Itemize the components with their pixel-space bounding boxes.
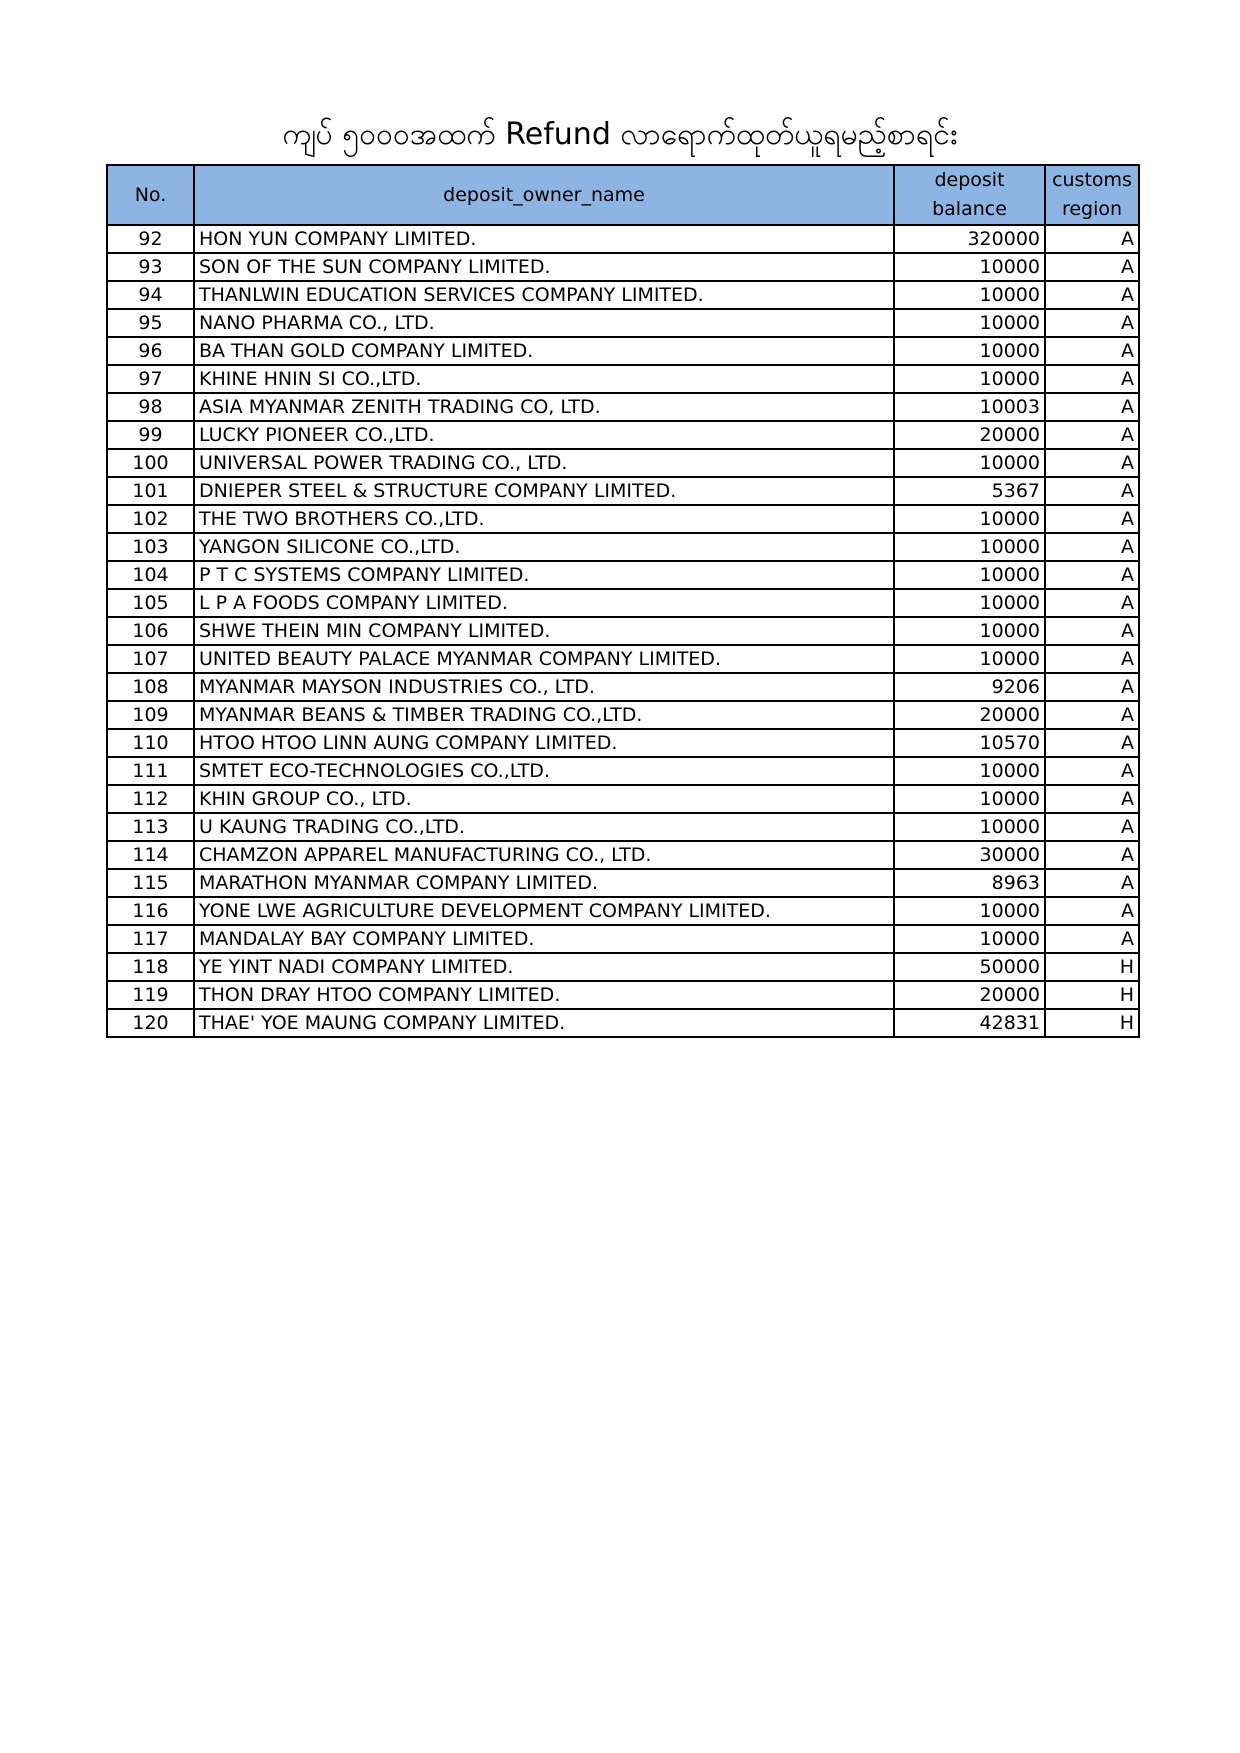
cell-owner-name: SON OF THE SUN COMPANY LIMITED. bbox=[194, 253, 894, 281]
cell-no: 120 bbox=[107, 1009, 194, 1037]
table-row bbox=[107, 925, 1139, 953]
table-row bbox=[107, 617, 1139, 645]
cell-no: 117 bbox=[107, 925, 194, 953]
cell-owner-name: DNIEPER STEEL & STRUCTURE COMPANY LIMITED. bbox=[194, 477, 894, 505]
column-header-customs-region bbox=[1045, 165, 1139, 225]
cell-deposit-balance: 10000 bbox=[894, 533, 1045, 561]
cell-no: 93 bbox=[107, 253, 194, 281]
cell-owner-name: L P A FOODS COMPANY LIMITED. bbox=[194, 589, 894, 617]
cell-no: 109 bbox=[107, 701, 194, 729]
cell-no: 119 bbox=[107, 981, 194, 1009]
cell-deposit-balance: 10000 bbox=[894, 757, 1045, 785]
table-row bbox=[107, 953, 1139, 981]
cell-owner-name: YONE LWE AGRICULTURE DEVELOPMENT COMPANY LIMITED. bbox=[194, 897, 894, 925]
table-row bbox=[107, 505, 1139, 533]
table-row bbox=[107, 981, 1139, 1009]
table-row bbox=[107, 281, 1139, 309]
cell-no: 113 bbox=[107, 813, 194, 841]
cell-deposit-balance: 10000 bbox=[894, 309, 1045, 337]
cell-deposit-balance: 10000 bbox=[894, 645, 1045, 673]
cell-no: 98 bbox=[107, 393, 194, 421]
cell-owner-name: UNIVERSAL POWER TRADING CO., LTD. bbox=[194, 449, 894, 477]
table-body bbox=[107, 225, 1139, 1037]
cell-deposit-balance: 10000 bbox=[894, 337, 1045, 365]
cell-owner-name: MYANMAR MAYSON INDUSTRIES CO., LTD. bbox=[194, 673, 894, 701]
cell-deposit-balance: 10000 bbox=[894, 897, 1045, 925]
cell-customs-region: A bbox=[1045, 729, 1139, 757]
cell-no: 100 bbox=[107, 449, 194, 477]
table-row bbox=[107, 561, 1139, 589]
table-row bbox=[107, 589, 1139, 617]
cell-owner-name: UNITED BEAUTY PALACE MYANMAR COMPANY LIMITED. bbox=[194, 645, 894, 673]
table-row bbox=[107, 673, 1139, 701]
table-row bbox=[107, 729, 1139, 757]
cell-deposit-balance: 10000 bbox=[894, 281, 1045, 309]
cell-no: 115 bbox=[107, 869, 194, 897]
cell-deposit-balance: 10000 bbox=[894, 813, 1045, 841]
column-header-deposit-balance-line2: balance bbox=[932, 198, 1007, 220]
cell-no: 95 bbox=[107, 309, 194, 337]
table-row bbox=[107, 477, 1139, 505]
cell-deposit-balance: 10000 bbox=[894, 589, 1045, 617]
cell-no: 108 bbox=[107, 673, 194, 701]
cell-no: 114 bbox=[107, 841, 194, 869]
column-header-customs-region-line2: region bbox=[1061, 198, 1123, 220]
cell-no: 112 bbox=[107, 785, 194, 813]
cell-customs-region: A bbox=[1045, 253, 1139, 281]
cell-customs-region: A bbox=[1045, 225, 1139, 253]
cell-customs-region: A bbox=[1045, 645, 1139, 673]
refund-table bbox=[106, 164, 1140, 1038]
table-row bbox=[107, 813, 1139, 841]
cell-deposit-balance: 10000 bbox=[894, 365, 1045, 393]
cell-deposit-balance: 20000 bbox=[894, 981, 1045, 1009]
table-row bbox=[107, 1009, 1139, 1037]
cell-customs-region: A bbox=[1045, 785, 1139, 813]
cell-customs-region: A bbox=[1045, 841, 1139, 869]
cell-no: 104 bbox=[107, 561, 194, 589]
cell-no: 103 bbox=[107, 533, 194, 561]
table-row bbox=[107, 897, 1139, 925]
table-row bbox=[107, 393, 1139, 421]
table-row bbox=[107, 309, 1139, 337]
cell-customs-region: A bbox=[1045, 561, 1139, 589]
cell-no: 101 bbox=[107, 477, 194, 505]
cell-no: 106 bbox=[107, 617, 194, 645]
cell-no: 118 bbox=[107, 953, 194, 981]
table-row bbox=[107, 449, 1139, 477]
cell-no: 92 bbox=[107, 225, 194, 253]
cell-deposit-balance: 10000 bbox=[894, 785, 1045, 813]
cell-customs-region: A bbox=[1045, 869, 1139, 897]
cell-owner-name: KHINE HNIN SI CO.,LTD. bbox=[194, 365, 894, 393]
cell-deposit-balance: 5367 bbox=[894, 477, 1045, 505]
cell-deposit-balance: 10000 bbox=[894, 925, 1045, 953]
cell-customs-region: A bbox=[1045, 589, 1139, 617]
cell-customs-region: A bbox=[1045, 449, 1139, 477]
cell-owner-name: THAE' YOE MAUNG COMPANY LIMITED. bbox=[194, 1009, 894, 1037]
cell-owner-name: SHWE THEIN MIN COMPANY LIMITED. bbox=[194, 617, 894, 645]
table-row bbox=[107, 701, 1139, 729]
header-row bbox=[107, 165, 1139, 225]
table-row bbox=[107, 365, 1139, 393]
cell-owner-name: LUCKY PIONEER CO.,LTD. bbox=[194, 421, 894, 449]
cell-no: 97 bbox=[107, 365, 194, 393]
cell-no: 94 bbox=[107, 281, 194, 309]
cell-customs-region: A bbox=[1045, 309, 1139, 337]
cell-no: 99 bbox=[107, 421, 194, 449]
cell-deposit-balance: 8963 bbox=[894, 869, 1045, 897]
table-row bbox=[107, 533, 1139, 561]
cell-owner-name: THON DRAY HTOO COMPANY LIMITED. bbox=[194, 981, 894, 1009]
table-row bbox=[107, 841, 1139, 869]
page-title: ကျပ် ၅၀၀၀အထက် Refund လာရောက်ထုတ်ယူရမည့်စာရင်း bbox=[282, 117, 958, 152]
cell-deposit-balance: 10570 bbox=[894, 729, 1045, 757]
cell-deposit-balance: 320000 bbox=[894, 225, 1045, 253]
cell-owner-name: MANDALAY BAY COMPANY LIMITED. bbox=[194, 925, 894, 953]
cell-customs-region: A bbox=[1045, 757, 1139, 785]
cell-owner-name: NANO PHARMA CO., LTD. bbox=[194, 309, 894, 337]
cell-customs-region: A bbox=[1045, 897, 1139, 925]
cell-owner-name: U KAUNG TRADING CO.,LTD. bbox=[194, 813, 894, 841]
cell-deposit-balance: 9206 bbox=[894, 673, 1045, 701]
cell-customs-region: A bbox=[1045, 673, 1139, 701]
table-row bbox=[107, 869, 1139, 897]
cell-owner-name: P T C SYSTEMS COMPANY LIMITED. bbox=[194, 561, 894, 589]
cell-owner-name: MYANMAR BEANS & TIMBER TRADING CO.,LTD. bbox=[194, 701, 894, 729]
cell-customs-region: A bbox=[1045, 813, 1139, 841]
cell-deposit-balance: 20000 bbox=[894, 701, 1045, 729]
cell-deposit-balance: 10000 bbox=[894, 449, 1045, 477]
cell-owner-name: YE YINT NADI COMPANY LIMITED. bbox=[194, 953, 894, 981]
column-header-customs-region-line1: customs bbox=[1052, 169, 1132, 191]
cell-customs-region: A bbox=[1045, 617, 1139, 645]
cell-customs-region: H bbox=[1045, 953, 1139, 981]
cell-deposit-balance: 10000 bbox=[894, 253, 1045, 281]
table-row bbox=[107, 645, 1139, 673]
cell-owner-name: HON YUN COMPANY LIMITED. bbox=[194, 225, 894, 253]
cell-customs-region: A bbox=[1045, 365, 1139, 393]
cell-customs-region: H bbox=[1045, 981, 1139, 1009]
cell-owner-name: MARATHON MYANMAR COMPANY LIMITED. bbox=[194, 869, 894, 897]
cell-customs-region: A bbox=[1045, 505, 1139, 533]
cell-customs-region: A bbox=[1045, 337, 1139, 365]
cell-customs-region: A bbox=[1045, 421, 1139, 449]
cell-owner-name: YANGON SILICONE CO.,LTD. bbox=[194, 533, 894, 561]
cell-deposit-balance: 10003 bbox=[894, 393, 1045, 421]
cell-customs-region: A bbox=[1045, 925, 1139, 953]
cell-owner-name: CHAMZON APPAREL MANUFACTURING CO., LTD. bbox=[194, 841, 894, 869]
cell-deposit-balance: 10000 bbox=[894, 617, 1045, 645]
table-row bbox=[107, 253, 1139, 281]
cell-customs-region: H bbox=[1045, 1009, 1139, 1037]
cell-owner-name: BA THAN GOLD COMPANY LIMITED. bbox=[194, 337, 894, 365]
table-row bbox=[107, 421, 1139, 449]
table-row bbox=[107, 225, 1139, 253]
cell-owner-name: THE TWO BROTHERS CO.,LTD. bbox=[194, 505, 894, 533]
cell-owner-name: SMTET ECO-TECHNOLOGIES CO.,LTD. bbox=[194, 757, 894, 785]
cell-deposit-balance: 10000 bbox=[894, 561, 1045, 589]
table-row bbox=[107, 337, 1139, 365]
cell-no: 96 bbox=[107, 337, 194, 365]
column-header-no: No. bbox=[107, 165, 194, 225]
cell-deposit-balance: 42831 bbox=[894, 1009, 1045, 1037]
cell-deposit-balance: 30000 bbox=[894, 841, 1045, 869]
cell-owner-name: KHIN GROUP CO., LTD. bbox=[194, 785, 894, 813]
cell-no: 107 bbox=[107, 645, 194, 673]
cell-deposit-balance: 10000 bbox=[894, 505, 1045, 533]
cell-customs-region: A bbox=[1045, 477, 1139, 505]
column-header-deposit-balance-line1: deposit bbox=[934, 169, 1005, 191]
cell-no: 110 bbox=[107, 729, 194, 757]
cell-no: 105 bbox=[107, 589, 194, 617]
column-header-deposit-balance bbox=[894, 165, 1045, 225]
cell-owner-name: ASIA MYANMAR ZENITH TRADING CO, LTD. bbox=[194, 393, 894, 421]
cell-deposit-balance: 20000 bbox=[894, 421, 1045, 449]
column-header-owner-name: deposit_owner_name bbox=[194, 165, 894, 225]
table-row bbox=[107, 785, 1139, 813]
cell-deposit-balance: 50000 bbox=[894, 953, 1045, 981]
cell-customs-region: A bbox=[1045, 701, 1139, 729]
table-header bbox=[107, 165, 1139, 225]
table-row bbox=[107, 757, 1139, 785]
cell-owner-name: HTOO HTOO LINN AUNG COMPANY LIMITED. bbox=[194, 729, 894, 757]
cell-customs-region: A bbox=[1045, 533, 1139, 561]
cell-customs-region: A bbox=[1045, 393, 1139, 421]
cell-owner-name: THANLWIN EDUCATION SERVICES COMPANY LIMITED. bbox=[194, 281, 894, 309]
cell-no: 111 bbox=[107, 757, 194, 785]
cell-no: 116 bbox=[107, 897, 194, 925]
cell-customs-region: A bbox=[1045, 281, 1139, 309]
cell-no: 102 bbox=[107, 505, 194, 533]
